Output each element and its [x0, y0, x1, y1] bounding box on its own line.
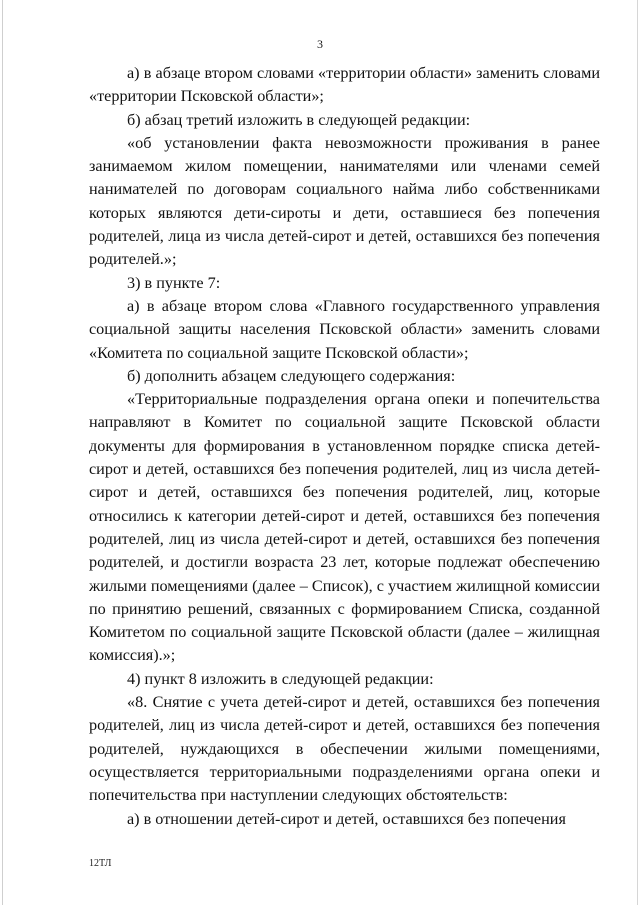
paragraph-subitem-a-committee: а) в абзаце втором слова «Главного государственного управления социальной защиты населения Псковской области» заменить словами «Комитета по социальной защите Псковской области»; — [89, 296, 600, 362]
paragraph-subitem-b-supplement: б) дополнить абзацем следующего содержания: — [127, 366, 456, 385]
paragraph-item-4: 4) пункт 8 изложить в следующей редакции: — [127, 669, 434, 688]
footer-document-code: 12ТЛ — [89, 858, 112, 869]
paragraph-subitem-a-continued: а) в отношении детей-сирот и детей, оставшихся без попечения — [127, 809, 566, 828]
paragraph-subitem-a-territory: а) в абзаце втором словами «территории области» заменить словами «территории Псковской области»; — [89, 64, 600, 106]
document-body — [89, 62, 600, 831]
scan-edge-right — [637, 0, 638, 905]
paragraph-quoted-text-2: «Территориальные подразделения органа опеки и попечительства направляют в Комитет по социальной защите Псковской области документы для формирования в установленном порядке списка детей-сирот и детей, оставшихся без попечения родителей, лиц из числа детей-сирот и детей, оставшихся без попечения родителей, лиц, которые относились к категории детей-сирот и детей, оставшихся без попечения родителей, лиц из числа детей-сирот и детей, оставшихся без попечения родителей, и достигли возраста 23 лет, которые подлежат обеспечению жилыми помещениями (далее – Список), с участием жилищной комиссии по принятию решений, связанных с формированием Списка, созданной Комитетом по социальной защите Псковской области (далее – жилищная комиссия).»; — [89, 390, 600, 665]
paragraph-quoted-text-3: «8. Снятие с учета детей-сирот и детей, оставшихся без попечения родителей, лиц из числа детей-сирот и детей, оставшихся без попечения родителей, нуждающихся в обеспечении жилыми помещениями, осуществляется территориальными подразделениями органа опеки и попечительства при наступлении следующих обстоятельств: — [89, 693, 600, 805]
paragraph-quoted-text-1: «об установлении факта невозможности проживания в ранее занимаемом жилом помещении, нанимателями или членами семей нанимателей по договорам социального найма либо собственниками которых являются дети-сироты и дети, оставшиеся без попечения родителей, лица из числа детей-сирот и детей, оставшихся без попечения родителей.»; — [89, 133, 600, 269]
page-number: 3 — [317, 37, 323, 51]
paragraph-item-3: 3) в пункте 7: — [127, 273, 221, 292]
paragraph-subitem-b-abzac-third: б) абзац третий изложить в следующей редакции: — [127, 110, 471, 129]
scan-edge-left — [2, 0, 3, 905]
